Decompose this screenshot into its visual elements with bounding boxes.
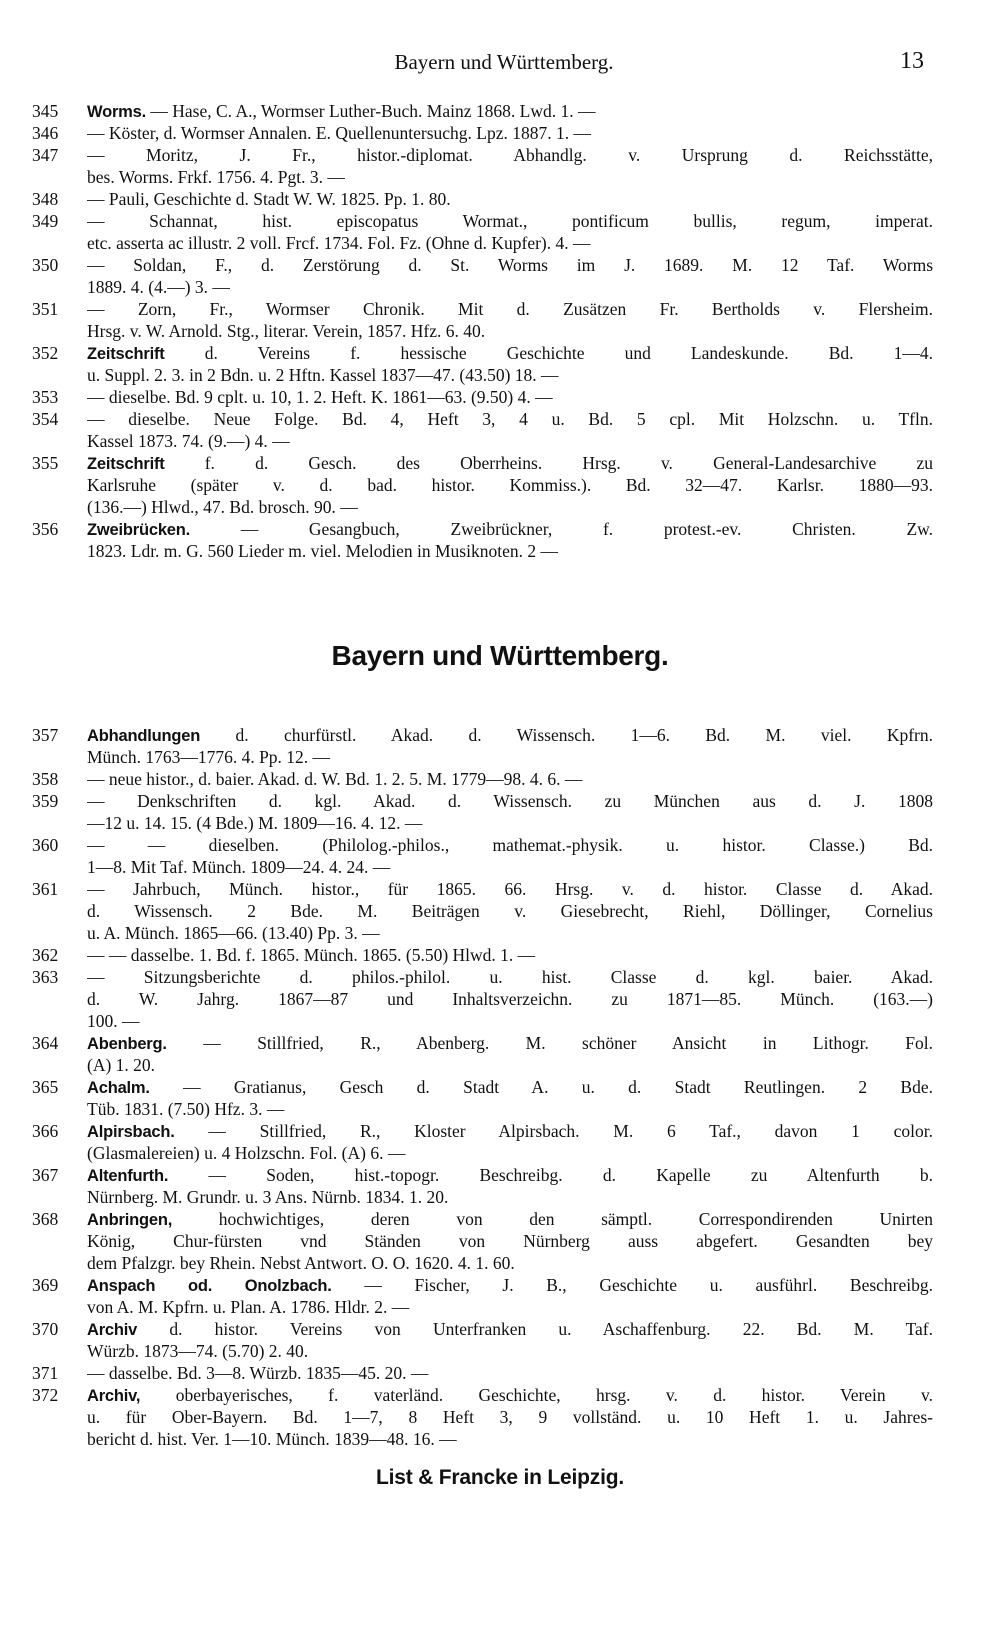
catalog-entry [32,1318,933,1362]
entry-line [87,430,933,452]
entry-text: (136.—) Hlwd., 47. Bd. brosch. 90. — [87,497,358,517]
entry-line [87,122,933,144]
entry-text: — Denkschriften d. kgl. Akad. d. Wissensch. zu München aus d. J. 1808 [87,791,933,811]
entry-line [87,276,933,298]
catalog-entry [32,408,933,452]
entry-text: — Fischer, J. B., Geschichte u. ausführl. Beschreibg. [364,1275,933,1295]
entry-line [87,254,933,276]
entry-text: 1889. 4. (4.—) 3. — [87,277,230,297]
entry-line [87,1274,933,1296]
entry-line [87,452,933,474]
entry-text: bes. Worms. Frkf. 1756. 4. Pgt. 3. — [87,167,345,187]
entry-number: 355 [32,453,59,473]
entry-line [87,834,933,856]
entry-text: 1823. Ldr. m. G. 560 Lieder m. viel. Melodien in Musiknoten. 2 — [87,541,558,561]
catalog-entry [32,1274,933,1318]
entry-number: 363 [32,967,59,987]
entry-text: — Jahrbuch, Münch. histor., für 1865. 66. Hrsg. v. d. histor. Classe d. Akad. [87,879,933,899]
entry-number: 345 [32,101,59,121]
entry-line [87,188,933,210]
entry-line [87,342,933,364]
entry-text: etc. asserta ac illustr. 2 voll. Frcf. 1734. Fol. Fz. (Ohne d. Kupfer). 4. — [87,233,591,253]
entry-line [87,518,933,540]
entry-line [87,298,933,320]
entry-text: d. W. Jahrg. 1867—87 und Inhaltsverzeichn. zu 1871—85. Münch. (163.—) [87,989,933,1009]
entry-text: (A) 1. 20. [87,1055,156,1075]
entry-keyword: Zweibrücken. [87,521,191,539]
entry-line [87,166,933,188]
entry-number: 371 [32,1363,59,1383]
entry-line [87,1252,933,1274]
entry-text: u. für Ober-Bayern. Bd. 1—7, 8 Heft 3, 9 vollständ. u. 10 Heft 1. u. Jahres- [87,1407,933,1427]
entry-number: 362 [32,945,59,965]
entry-line [87,878,933,900]
entry-line [87,232,933,254]
entry-text: — Gesangbuch, Zweibrückner, f. protest.-ev. Christen. Zw. [240,519,933,539]
entry-text: —12 u. 14. 15. (4 Bde.) M. 1809—16. 4. 12. — [87,813,423,833]
catalog-entry [32,452,933,518]
entry-text: Tüb. 1831. (7.50) Hfz. 3. — [87,1099,285,1119]
entry-line [87,496,933,518]
entry-line [87,1142,933,1164]
entry-text: — Pauli, Geschichte d. Stadt W. W. 1825. Pp. 1. 80. [87,189,451,209]
entry-number: 353 [32,387,59,407]
entry-text: von A. M. Kpfrn. u. Plan. A. 1786. Hldr. 2. — [87,1297,410,1317]
catalog-entry [32,834,933,878]
entry-number: 368 [32,1209,59,1229]
entry-line [87,540,933,562]
running-title: Bayern und Württemberg. [394,50,614,74]
entry-text: bericht d. hist. Ver. 1—10. Münch. 1839—48. 16. — [87,1429,457,1449]
entry-number: 347 [32,145,59,165]
entry-keyword: Altenfurth. [87,1167,169,1185]
entry-text: — Stillfried, R., Kloster Alpirsbach. M. 6 Taf., davon 1 color. [208,1121,933,1141]
entry-line [87,1318,933,1340]
entry-line [87,1076,933,1098]
entry-text: — dasselbe. Bd. 3—8. Würzb. 1835—45. 20. — [87,1363,429,1383]
entry-text: — dieselbe. Neue Folge. Bd. 4, Heft 3, 4 u. Bd. 5 cpl. Mit Holzschn. u. Tfln. [87,409,933,429]
entry-keyword: Alpirsbach. [87,1123,175,1141]
entry-number: 370 [32,1319,59,1339]
entry-text: 100. — [87,1011,140,1031]
entry-text: (Glasmalereien) u. 4 Holzschn. Fol. (A) 6. — [87,1143,406,1163]
entry-text: — — dasselbe. 1. Bd. f. 1865. Münch. 1865. (5.50) Hlwd. 1. — [87,945,536,965]
entry-line [87,966,933,988]
entry-text: — Hase, C. A., Wormser Luther-Buch. Mainz 1868. Lwd. 1. — [150,101,596,121]
entry-line [87,1098,933,1120]
entry-text: — Soldan, F., d. Zerstörung d. St. Worms im J. 1689. M. 12 Taf. Worms [87,255,933,275]
entry-text: u. Suppl. 2. 3. in 2 Bdn. u. 2 Hftn. Kassel 1837—47. (43.50) 18. — [87,365,559,385]
entry-line [87,1230,933,1252]
entry-keyword: Achalm. [87,1079,150,1097]
entry-number: 354 [32,409,59,429]
entry-text: — dieselbe. Bd. 9 cplt. u. 10, 1. 2. Heft. K. 1861—63. (9.50) 4. — [87,387,553,407]
entry-number: 351 [32,299,59,319]
entry-text: hochwichtiges, deren von den sämptl. Correspondirenden Unirten [218,1209,933,1229]
entry-keyword: Abenberg. [87,1035,167,1053]
entry-line [87,922,933,944]
entry-line [87,408,933,430]
catalog-entry [32,298,933,342]
catalog-entry [32,944,933,966]
entry-line [87,900,933,922]
entry-line [87,746,933,768]
entry-text: — Zorn, Fr., Wormser Chronik. Mit d. Zusätzen Fr. Bertholds v. Flersheim. [87,299,933,319]
entry-line [87,474,933,496]
page-header [84,48,924,80]
catalog-section-worms [32,100,933,562]
entry-text: — Moritz, J. Fr., histor.-diplomat. Abhandlg. v. Ursprung d. Reichsstätte, [87,145,933,165]
entry-keyword: Zeitschrift [87,455,165,473]
entry-number: 372 [32,1385,59,1405]
entry-line [87,1208,933,1230]
catalog-entry [32,1384,933,1450]
entry-line [87,790,933,812]
entry-text: d. Vereins f. hessische Geschichte und Landeskunde. Bd. 1—4. [204,343,933,363]
catalog-entry [32,122,933,144]
entry-text: d. churfürstl. Akad. d. Wissensch. 1—6. Bd. M. viel. Kpfrn. [235,725,933,745]
entry-line [87,1054,933,1076]
entry-number: 360 [32,835,59,855]
entry-text: — Köster, d. Wormser Annalen. E. Quellenuntersuchg. Lpz. 1887. 1. — [87,123,591,143]
entry-text: Karlsruhe (später v. d. bad. histor. Kommiss.). Bd. 32—47. Karlsr. 1880—93. [87,475,933,495]
catalog-entry [32,518,933,562]
section-heading: Bayern und Württemberg. [331,640,669,671]
entry-line [87,364,933,386]
entry-line [87,1032,933,1054]
entry-text: — Gratianus, Gesch d. Stadt A. u. d. Stadt Reutlingen. 2 Bde. [183,1077,933,1097]
catalog-entry [32,1164,933,1208]
entry-text: — Schannat, hist. episcopatus Wormat., pontificum bullis, regum, imperat. [87,211,933,231]
entry-text: Würzb. 1873—74. (5.70) 2. 40. [87,1341,309,1361]
entry-keyword: Archiv, [87,1387,141,1405]
entry-line [87,144,933,166]
entry-line [87,1406,933,1428]
entry-keyword: Zeitschrift [87,345,165,363]
entry-number: 357 [32,725,59,745]
catalog-entry [32,878,933,944]
entry-text: — — dieselben. (Philolog.-philos., mathemat.-physik. u. histor. Classe.) Bd. [87,835,933,855]
catalog-entry [32,342,933,386]
entry-number: 359 [32,791,59,811]
catalog-entry [32,144,933,188]
entry-line [87,1186,933,1208]
entry-line [87,1340,933,1362]
entry-text: — Soden, hist.-topogr. Beschreibg. d. Kapelle zu Altenfurth b. [208,1165,933,1185]
entry-number: 366 [32,1121,59,1141]
entry-text: — neue histor., d. baier. Akad. d. W. Bd. 1. 2. 5. M. 1779—98. 4. 6. — [87,769,583,789]
entry-line [87,724,933,746]
catalog-entry [32,966,933,1032]
entry-text: — Stillfried, R., Abenberg. M. schöner Ansicht in Lithogr. Fol. [203,1033,933,1053]
entry-number: 346 [32,123,59,143]
entry-text: Nürnberg. M. Grundr. u. 3 Ans. Nürnb. 1834. 1. 20. [87,1187,449,1207]
entry-text: — Sitzungsberichte d. philos.-philol. u. hist. Classe d. kgl. baier. Akad. [87,967,933,987]
catalog-entry [32,1208,933,1274]
entry-text: Münch. 1763—1776. 4. Pp. 12. — [87,747,331,767]
entry-text: f. d. Gesch. des Oberrheins. Hrsg. v. General-Landesarchive zu [204,453,933,473]
entry-number: 364 [32,1033,59,1053]
catalog-entry [32,790,933,834]
catalog-entry [32,1120,933,1164]
page-number: 13 [900,48,924,74]
entry-keyword: Anspach od. Onolzbach. [87,1277,332,1295]
catalog-entry [32,1076,933,1120]
entry-keyword: Worms. [87,103,147,121]
catalog-entry [32,1362,933,1384]
entry-line [87,210,933,232]
catalog-entry [32,188,933,210]
entry-number: 358 [32,769,59,789]
entry-line [87,1164,933,1186]
entry-keyword: Archiv [87,1321,138,1339]
entry-text: oberbayerisches, f. vaterländ. Geschichte, hrsg. v. d. histor. Verein v. [175,1385,933,1405]
catalog-entry [32,724,933,768]
entry-text: d. Wissensch. 2 Bde. M. Beiträgen v. Giesebrecht, Riehl, Döllinger, Cornelius [87,901,933,921]
entry-line [87,1120,933,1142]
entry-keyword: Abhandlungen [87,727,201,745]
catalog-entry [32,100,933,122]
entry-line [87,1428,933,1450]
entry-number: 369 [32,1275,59,1295]
catalog-entry [32,386,933,408]
entry-text: dem Pfalzgr. bey Rhein. Nebst Antwort. O. O. 1620. 4. 1. 60. [87,1253,515,1273]
catalog-entry [32,210,933,254]
entry-line [87,856,933,878]
entry-line [87,768,933,790]
publisher-footer: List & Francke in Leipzig. [375,1466,624,1489]
entry-text: d. histor. Vereins von Unterfranken u. Aschaffenburg. 22. Bd. M. Taf. [169,1319,933,1339]
entry-line [87,100,933,122]
catalog-section-bayern [32,724,933,1450]
entry-line [87,988,933,1010]
entry-number: 350 [32,255,59,275]
entry-number: 361 [32,879,59,899]
entry-line [87,1010,933,1032]
entry-text: Hrsg. v. W. Arnold. Stg., literar. Verein, 1857. Hfz. 6. 40. [87,321,486,341]
entry-line [87,1296,933,1318]
catalog-entry [32,254,933,298]
entry-text: Kassel 1873. 74. (9.—) 4. — [87,431,290,451]
catalog-entry [32,1032,933,1076]
entry-number: 352 [32,343,59,363]
entry-text: u. A. Münch. 1865—66. (13.40) Pp. 3. — [87,923,380,943]
entry-number: 349 [32,211,59,231]
entry-line [87,1384,933,1406]
entry-number: 348 [32,189,59,209]
entry-keyword: Anbringen, [87,1211,173,1229]
entry-text: 1—8. Mit Taf. Münch. 1809—24. 4. 24. — [87,857,391,877]
entry-text: König, Chur-fürsten vnd Ständen von Nürnberg auss abgefert. Gesandten bey [87,1231,933,1251]
entry-line [87,944,933,966]
entry-number: 365 [32,1077,59,1097]
entry-line [87,386,933,408]
entry-line [87,812,933,834]
entry-line [87,1362,933,1384]
entry-number: 356 [32,519,59,539]
entry-number: 367 [32,1165,59,1185]
catalog-entry [32,768,933,790]
entry-line [87,320,933,342]
